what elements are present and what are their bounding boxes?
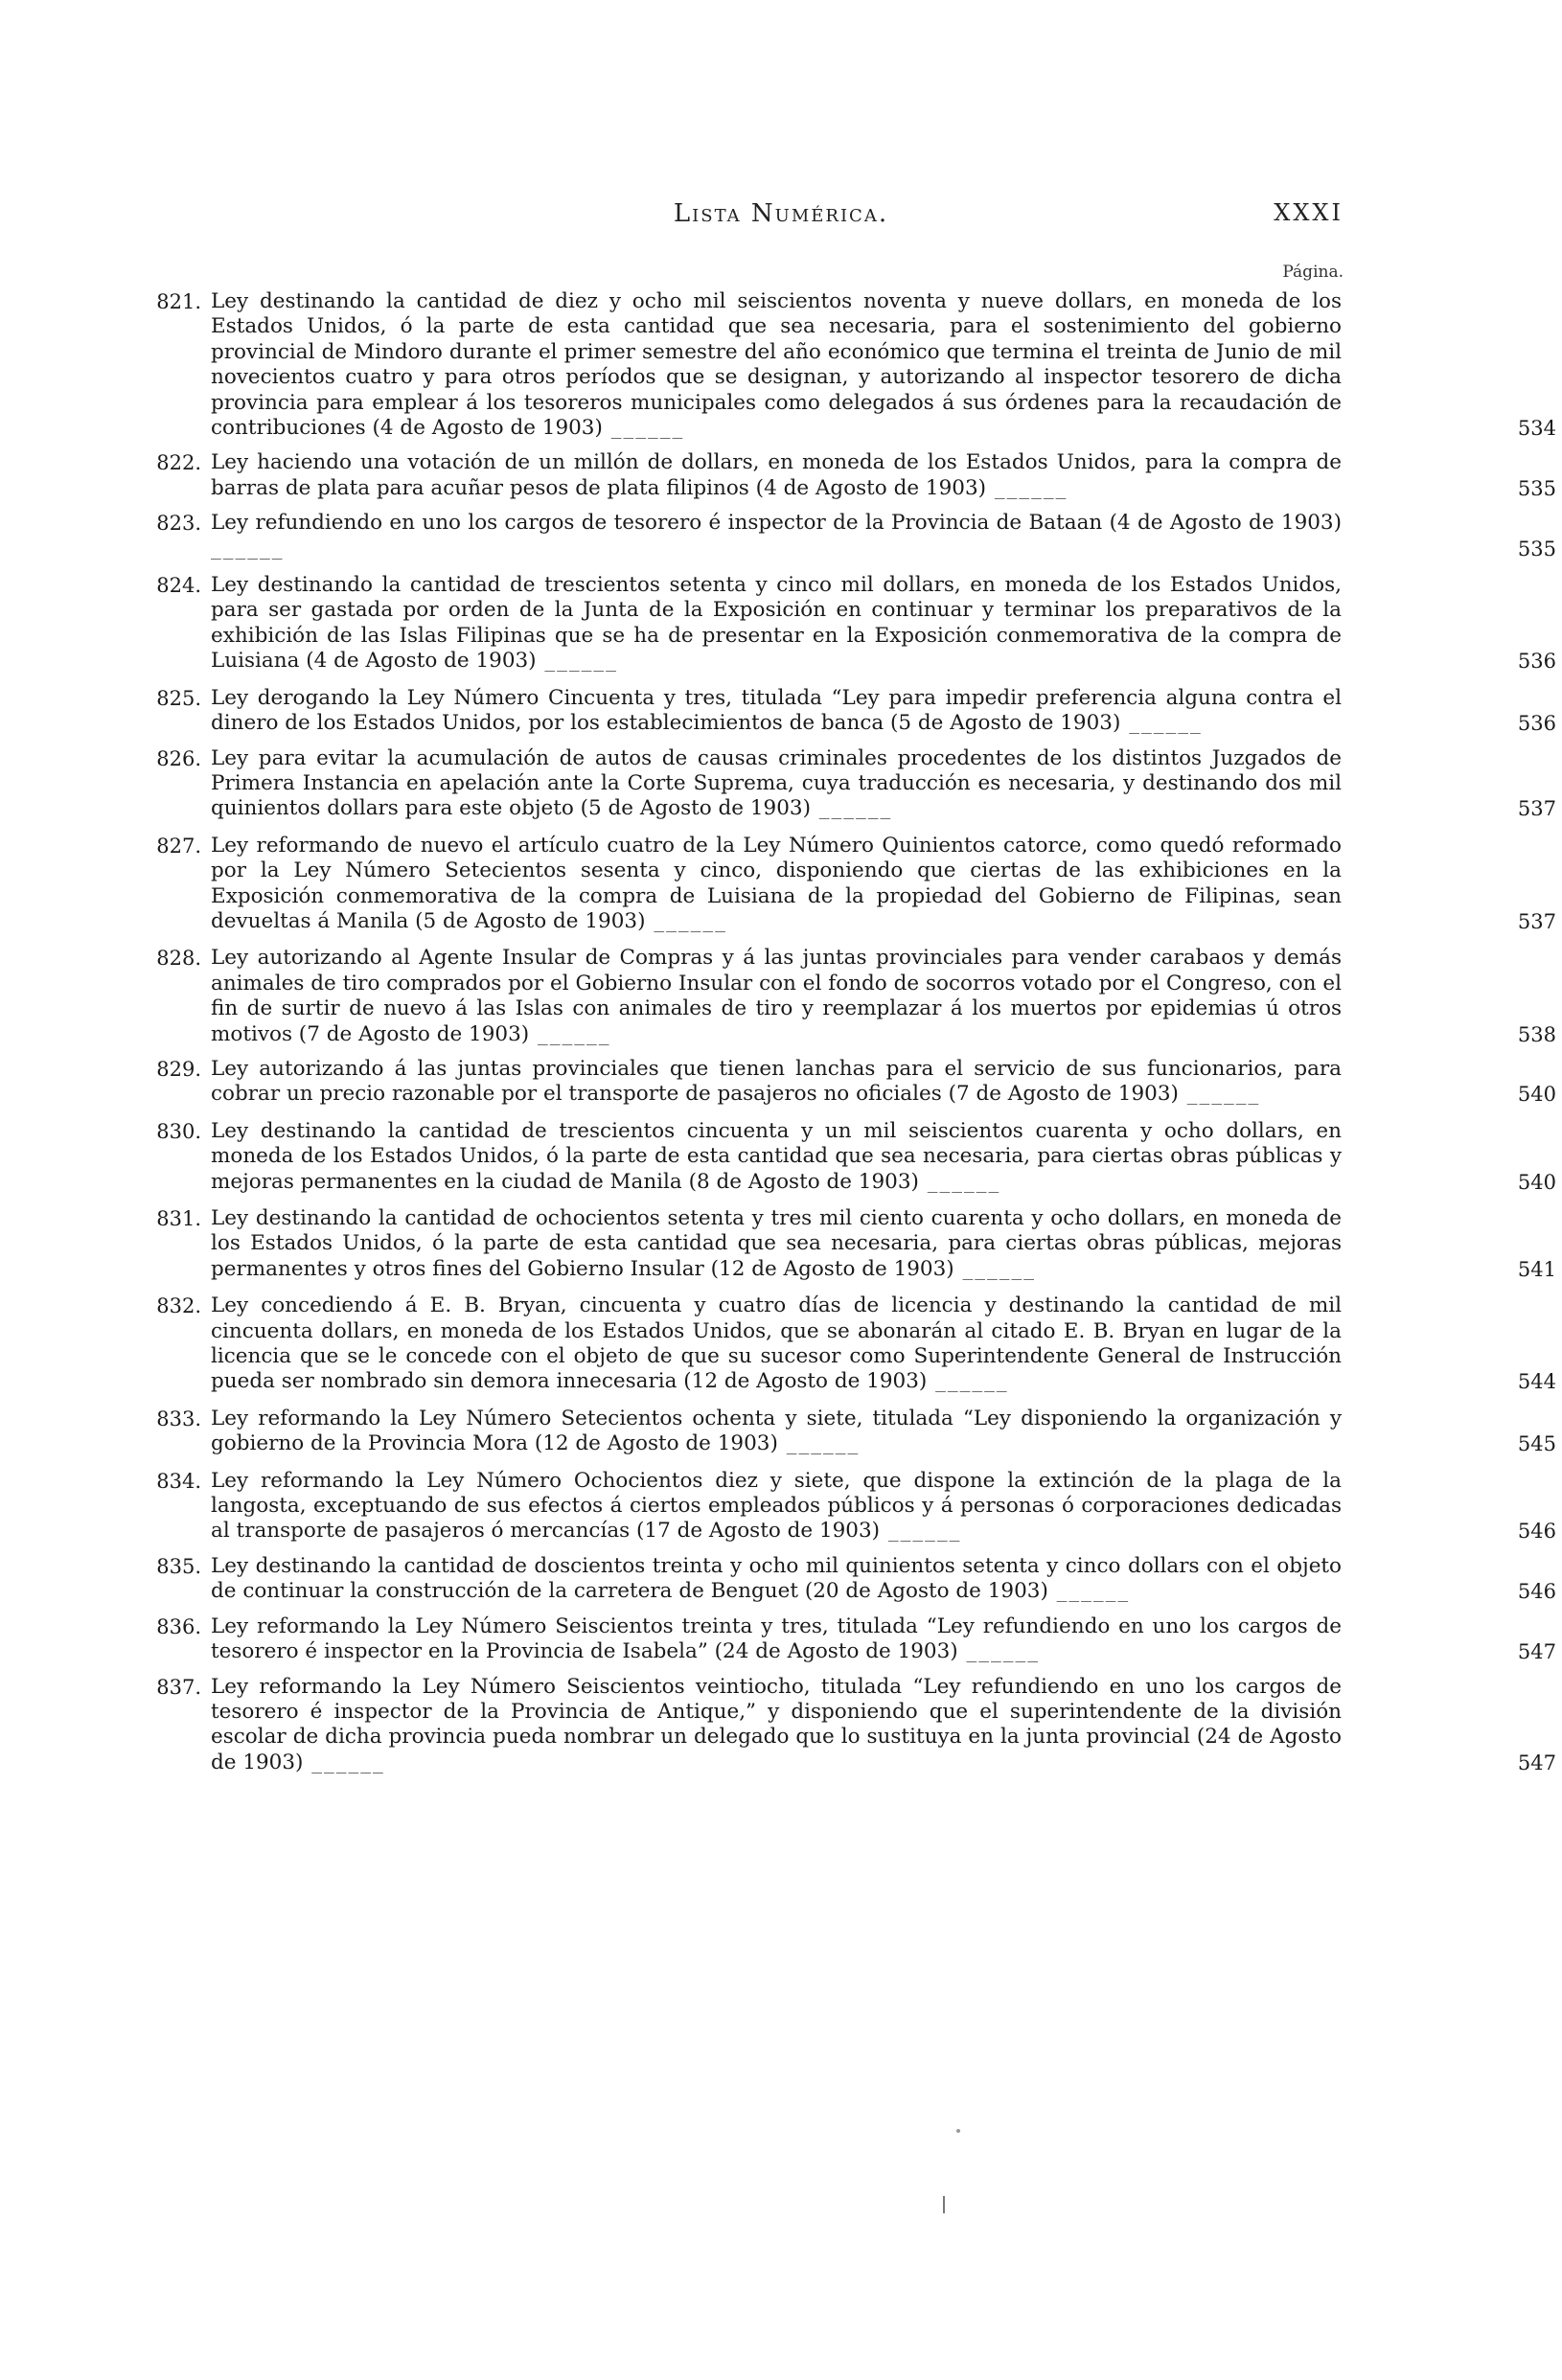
- dot-leader: ______: [918, 1169, 1001, 1194]
- entry-number: 830.: [156, 1119, 201, 1143]
- entry-description: Ley destinando la cantidad de ochocientos setenta y tres mil ciento cuarenta y ocho dollars, en moneda de los Estados Unidos, ó la parte de esta cantidad que sea necesaria, para ciertas obras públicas, mejoras permanentes y otros fines del Gobierno Insular (12 de Agosto de 1903): [211, 1206, 1342, 1281]
- entry-page: 538: [1517, 1022, 1556, 1046]
- dot-leader: ______: [1120, 711, 1203, 736]
- entry-number: 822.: [156, 451, 201, 475]
- entry-835: [156, 1553, 1556, 1605]
- entry-description: Ley reformando de nuevo el artículo cuatro de la Ley Número Quinientos catorce, como quedó reformado por la Ley Número Setecientos sesenta y cinco, disponiendo que ciertas de las exhibiciones en la Exposición conmemorativa de la compra de Luisiana de la propiedad del Gobierno de Filipinas, sean devueltas á Manila (5 de Agosto de 1903): [211, 833, 1342, 933]
- entry-number: 836.: [156, 1614, 201, 1638]
- entry-number: 829.: [156, 1057, 201, 1081]
- entry-page: 547: [1517, 1640, 1556, 1664]
- entry-text: [211, 1675, 1342, 1776]
- entry-page: 541: [1517, 1257, 1556, 1281]
- entry-number: 823.: [156, 512, 201, 536]
- page-number: XXXI: [1274, 199, 1344, 226]
- entry-page: 535: [1517, 476, 1556, 500]
- entry-description: Ley derogando la Ley Número Cincuenta y tres, titulada “Ley para impedir preferencia alguna contra el dinero de los Estados Unidos, por los establecimientos de banca (5 de Agosto de 1903): [211, 685, 1342, 736]
- entry-description: Ley destinando la cantidad de diez y ocho mil seiscientos noventa y nueve dollars, en moneda de los Estados Unidos, ó la parte de esta cantidad que sea necesaria, para el sostenimiento del gobierno provincial de Mindoro durante el primer semestre del año económico que termina el treinta de Junio de mil novecientos cuatro y para otros períodos que se designan, y autorizando al inspector tesorero de dicha provincia para emplear á los tesoreros municipales como delegados á sus órdenes para la recaudación de contribuciones (4 de Agosto de 1903): [211, 289, 1342, 441]
- dot-leader: ______: [211, 536, 285, 561]
- entry-number: 824.: [156, 574, 201, 598]
- entry-text: [211, 1469, 1342, 1545]
- dot-leader: ______: [1047, 1579, 1131, 1604]
- entry-832: [156, 1293, 1556, 1395]
- entry-description: Ley refundiendo en uno los cargos de tesorero é inspector de la Provincia de Bataan (4 de Agosto de 1903): [211, 511, 1342, 536]
- dot-leader: ______: [953, 1256, 1037, 1281]
- entry-text: [211, 511, 1342, 561]
- entry-text: [211, 834, 1342, 935]
- entry-page: 536: [1517, 650, 1556, 674]
- entry-number: 832.: [156, 1294, 201, 1318]
- entry-description: Ley reformando la Ley Número Setecientos ochenta y siete, titulada “Ley disponiendo la organización y gobierno de la Provincia Mora (12 de Agosto de 1903): [211, 1406, 1342, 1456]
- entry-text: [211, 1614, 1342, 1665]
- entry-830: [156, 1118, 1556, 1195]
- entry-823: [156, 511, 1556, 561]
- dot-leader: ______: [880, 1519, 962, 1544]
- entry-number: 831.: [156, 1207, 201, 1230]
- entry-828: [156, 946, 1556, 1047]
- dot-leader: ______: [810, 796, 893, 821]
- entry-826: [156, 745, 1556, 822]
- entry-number: 828.: [156, 947, 201, 971]
- entry-821: [156, 289, 1556, 441]
- entry-description: Ley concediendo á E. B. Bryan, cincuenta y cuatro días de licencia y destinando la cantidad de mil cincuenta dollars, en moneda de los Estados Unidos, que se abonarán al citado E. B. Bryan en lugar de la licencia que se le concede con el objeto de que su sucesor como Superintendente General de Instrucción pueda ser nombrado sin demora innecesaria (12 de Agosto de 1903): [211, 1293, 1342, 1394]
- entry-page: 536: [1517, 712, 1556, 736]
- running-title: Lista Numérica.: [673, 199, 889, 228]
- entry-description: Ley autorizando al Agente Insular de Compras y á las juntas provinciales para vender carabaos y demás animales de tiro comprados por el Gobierno Insular con el fondo de socorros votado por el Congreso, con el fin de surtir de nuevo á las Islas con animales de tiro y reemplazar á los muertos por epidemias ú otros motivos (7 de Agosto de 1903): [211, 946, 1342, 1046]
- entry-description: Ley destinando la cantidad de doscientos treinta y ocho mil quinientos setenta y cinco dollars con el objeto de continuar la construcción de la carretera de Benguet (20 de Agosto de 1903): [211, 1553, 1342, 1604]
- entry-text: [211, 1206, 1342, 1282]
- entry-page: 535: [1517, 537, 1556, 561]
- entry-837: [156, 1674, 1556, 1776]
- entry-number: 834.: [156, 1469, 201, 1493]
- entry-text: [211, 746, 1342, 822]
- entry-page: 547: [1517, 1751, 1556, 1774]
- entry-description: Ley reformando la Ley Número Seiscientos treinta y tres, titulada “Ley refundiendo en uno los cargos de tesorero é inspector en la Provincia de Isabela” (24 de Agosto de 1903): [211, 1613, 1342, 1664]
- entry-text: [211, 1554, 1342, 1605]
- entry-description: Ley destinando la cantidad de trescientos setenta y cinco mil dollars, en moneda de los Estados Unidos, para ser gastada por orden de la Junta de la Exposición en continuar y terminar los preparativos de la exhibición de las Islas Filipinas que se ha de presentar en la Exposición conmemorativa de la compra de Luisiana (4 de Agosto de 1903): [211, 573, 1342, 674]
- dot-leader: ______: [986, 475, 1068, 500]
- entry-page: 546: [1517, 1580, 1556, 1604]
- entry-page: 540: [1517, 1083, 1556, 1107]
- entry-831: [156, 1206, 1556, 1282]
- dot-leader: ______: [529, 1021, 611, 1046]
- entry-description: Ley destinando la cantidad de trescientos cincuenta y un mil seiscientos cuarenta y ocho dollars, en moneda de los Estados Unidos, ó la parte de esta cantidad que sea necesaria, para ciertas obras públicas y mejoras permanentes en la ciudad de Manila (8 de Agosto de 1903): [211, 1118, 1342, 1194]
- entry-number: 833.: [156, 1407, 201, 1430]
- entry-page: 545: [1517, 1432, 1556, 1456]
- page-column-heading: Página.: [1282, 263, 1344, 282]
- entry-page: 546: [1517, 1520, 1556, 1544]
- speck-mark: [956, 2129, 960, 2133]
- entry-825: [156, 685, 1556, 737]
- dot-leader: ______: [645, 908, 727, 933]
- dot-leader: ______: [303, 1750, 385, 1774]
- entry-text: [211, 1119, 1342, 1195]
- page-header: [0, 199, 1562, 238]
- entry-number: 837.: [156, 1675, 201, 1699]
- entry-number: 835.: [156, 1554, 201, 1578]
- entry-text: [211, 686, 1342, 737]
- entry-833: [156, 1406, 1556, 1457]
- entry-834: [156, 1468, 1556, 1545]
- entry-text: [211, 450, 1342, 501]
- dot-leader: ______: [777, 1431, 861, 1456]
- entry-text: [211, 946, 1342, 1047]
- entry-page: 540: [1517, 1170, 1556, 1194]
- entry-description: Ley reformando la Ley Número Ochocientos diez y siete, que dispone la extinción de la plaga de la langosta, exceptuando de sus efectos á ciertos empleados públicos y á personas ó corporaciones dedicadas al transporte de pasajeros ó mercancías (17 de Agosto de 1903): [211, 1468, 1342, 1544]
- entry-number: 821.: [156, 290, 201, 313]
- tick-mark: [943, 2196, 945, 2213]
- dot-leader: ______: [602, 416, 685, 441]
- entry-number: 827.: [156, 834, 201, 858]
- entry-page: 534: [1517, 417, 1556, 441]
- dot-leader: ______: [927, 1369, 1009, 1394]
- entry-827: [156, 833, 1556, 935]
- entry-page: 537: [1517, 797, 1556, 821]
- entry-text: [211, 1407, 1342, 1457]
- entry-description: Ley haciendo una votación de un millón de dollars, en moneda de los Estados Unidos, para la compra de barras de plata para acuñar pesos de plata filipinos (4 de Agosto de 1903): [211, 450, 1342, 500]
- entry-824: [156, 573, 1556, 675]
- entry-text: [211, 573, 1342, 675]
- entry-page: 544: [1517, 1370, 1556, 1394]
- dot-leader: ______: [1178, 1082, 1261, 1107]
- entry-836: [156, 1613, 1556, 1665]
- entry-822: [156, 450, 1556, 501]
- entry-text: [211, 1057, 1342, 1108]
- entry-description: Ley reformando la Ley Número Seiscientos veintiocho, titulada “Ley refundiendo en uno los cargos de tesorero é inspector de la Provincia de Antique,” y disponiendo que el superintendente de la división escolar de dicha provincia pueda nombrar un delegado que lo sustituya en la junta provincial (24 de Agosto de 1903): [211, 1674, 1342, 1774]
- dot-leader: ______: [536, 649, 618, 674]
- entry-text: [211, 1293, 1342, 1395]
- entry-number: 825.: [156, 686, 201, 710]
- entry-text: [211, 289, 1342, 441]
- entry-description: Ley para evitar la acumulación de autos de causas criminales procedentes de los distintos Juzgados de Primera Instancia en apelación ante la Corte Suprema, cuya traducción es necesaria, y destinando dos mil quinientos dollars para este objeto (5 de Agosto de 1903): [211, 745, 1342, 821]
- entry-829: [156, 1056, 1556, 1108]
- entry-list: [0, 280, 1562, 1775]
- entry-description: Ley autorizando á las juntas provinciales que tienen lanchas para el servicio de sus funcionarios, para cobrar un precio razonable por el transporte de pasajeros no oficiales (7 de Agosto de 1903): [211, 1056, 1342, 1107]
- entry-page: 537: [1517, 909, 1556, 933]
- dot-leader: ______: [957, 1639, 1041, 1664]
- entry-number: 826.: [156, 746, 201, 770]
